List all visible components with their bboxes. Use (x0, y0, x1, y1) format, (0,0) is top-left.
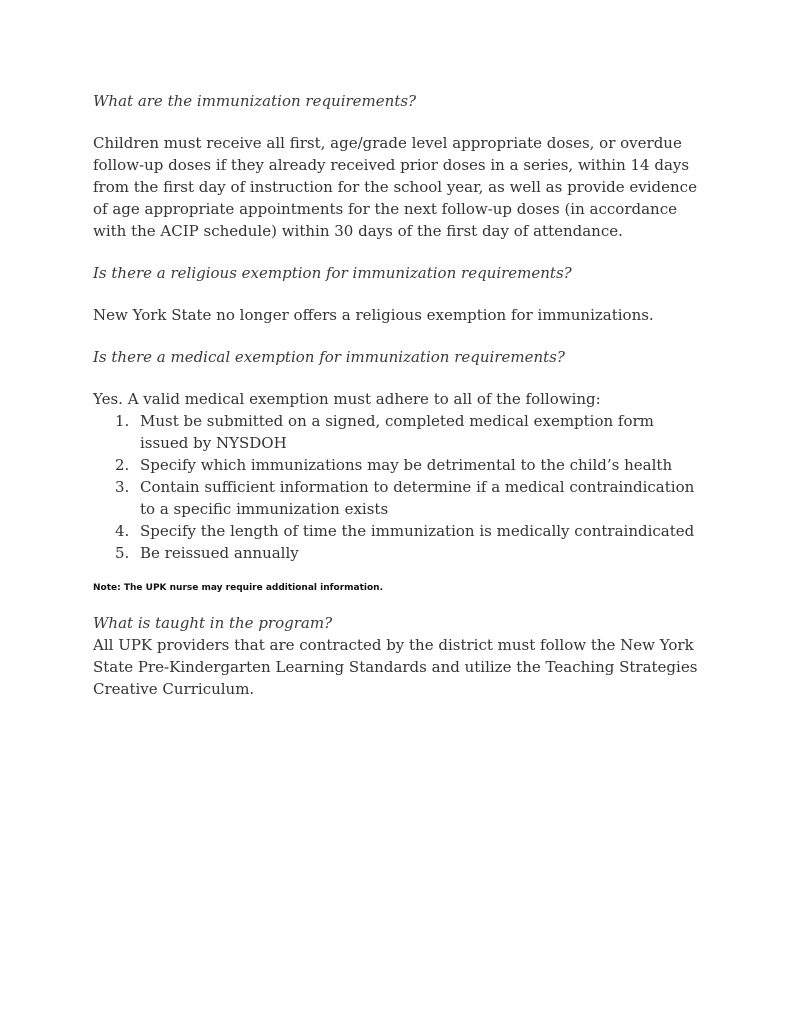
list-item (115, 410, 703, 454)
answer-religious-exemption: New York State no longer offers a religious exemption for immunizations. (93, 306, 654, 324)
document-page (93, 90, 703, 700)
list-item-number: 5. (115, 544, 130, 562)
list-item-number: 1. (115, 412, 130, 430)
question-religious-exemption: Is there a religious exemption for immunization requirements? (93, 264, 572, 282)
question-medical-exemption: Is there a medical exemption for immunization requirements? (93, 348, 565, 366)
list-item-number: 4. (115, 522, 130, 540)
list-item-number: 3. (115, 478, 130, 496)
list-item-text: Specify the length of time the immunization is medically contraindicated (140, 522, 695, 540)
answer-medical-exemption-intro: Yes. A valid medical exemption must adhere to all of the following: (93, 390, 601, 408)
list-item-text: Contain sufficient information to determine if a medical contraindication to a specific immunization exists (140, 478, 695, 518)
note-upk-nurse: Note: The UPK nurse may require additional information. (93, 583, 384, 593)
list-item-text: Specify which immunizations may be detrimental to the child’s health (140, 456, 673, 474)
list-item-text: Must be submitted on a signed, completed medical exemption form issued by NYSDOH (140, 412, 654, 452)
answer-immunization-requirements: Children must receive all first, age/grade level appropriate doses, or overdue follow-up doses if they already received prior doses in a series, within 14 days from the first day of instruction for the school year, as well as provide evidence of age appropriate appointments for the next follow-up doses (in accordance with the ACIP schedule) within 30 days of the first day of attendance. (93, 134, 697, 240)
question-immunization-requirements: What are the immunization requirements? (93, 92, 417, 110)
answer-program-curriculum: All UPK providers that are contracted by the district must follow the New York State Pre-Kindergarten Learning Standards and utilize the Teaching Strategies Creative Curriculum. (93, 636, 698, 698)
medical-exemption-list (93, 410, 703, 564)
list-item (115, 454, 703, 476)
list-item (115, 476, 703, 520)
question-program-curriculum: What is taught in the program? (93, 614, 333, 632)
list-item-number: 2. (115, 456, 130, 474)
list-item-text: Be reissued annually (140, 544, 299, 562)
list-item (115, 520, 703, 542)
list-item (115, 542, 703, 564)
